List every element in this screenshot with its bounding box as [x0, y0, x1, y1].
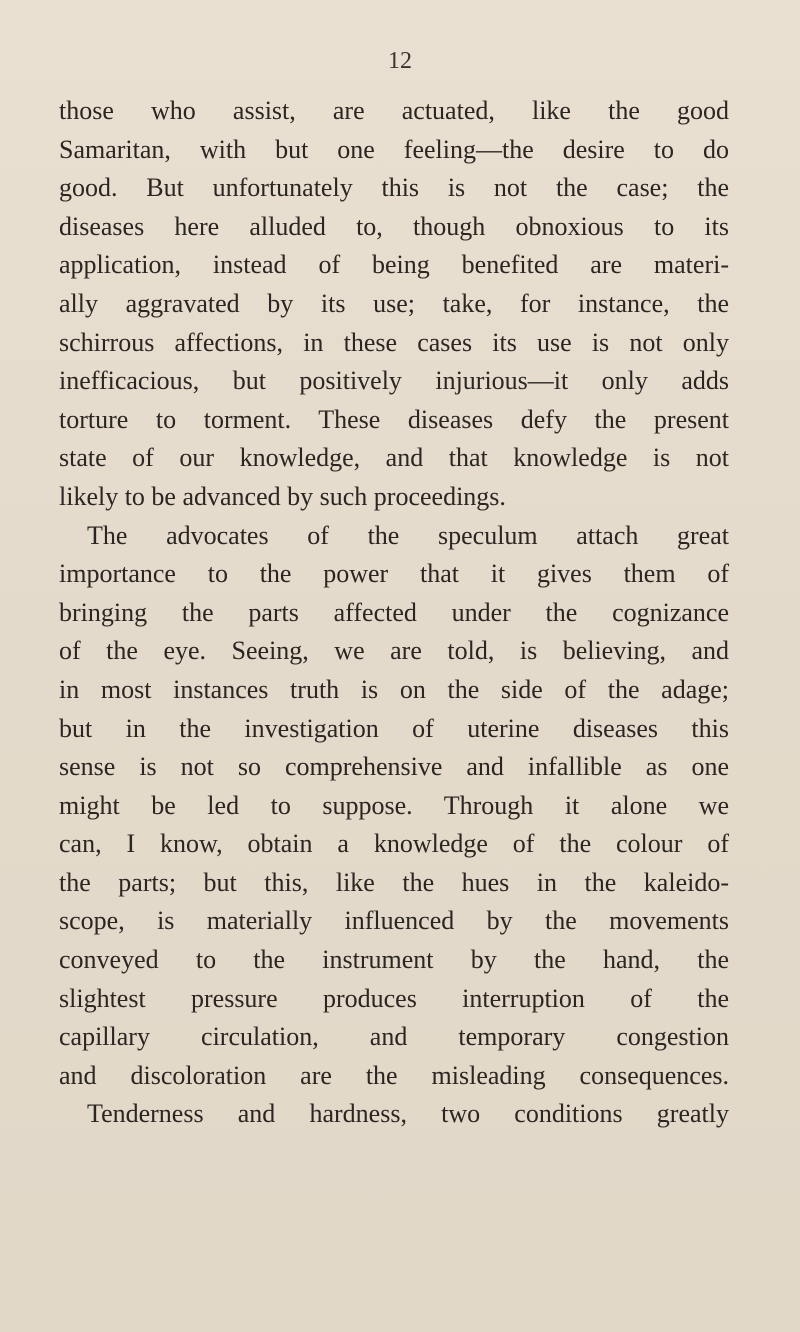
- text-line: ally aggravated by its use; take, for instance, the: [59, 288, 729, 318]
- body-text: [59, 92, 729, 1134]
- page-number: 12: [388, 48, 412, 74]
- text-line: conveyed to the instrument by the hand, the: [59, 945, 729, 975]
- text-line: capillary circulation, and temporary congestion: [59, 1022, 729, 1052]
- text-line: scope, is materially influenced by the movements: [59, 906, 729, 936]
- text-line: might be led to suppose. Through it alone we: [59, 790, 729, 820]
- text-line: good. But unfortunately this is not the case; the: [59, 173, 729, 203]
- text-line: sense is not so comprehensive and infallible as one: [59, 752, 729, 782]
- text-line: inefficacious, but positively injurious—it only adds: [59, 366, 729, 396]
- text-line: those who assist, are actuated, like the good: [59, 96, 729, 125]
- text-line: application, instead of being benefited are materi-: [59, 250, 729, 280]
- text-line: importance to the power that it gives them of: [59, 559, 729, 589]
- text-line: Samaritan, with but one feeling—the desire to do: [59, 134, 729, 164]
- text-line: can, I know, obtain a knowledge of the colour of: [59, 829, 729, 859]
- text-line: and discoloration are the misleading consequences.: [59, 1060, 729, 1090]
- text-line: of the eye. Seeing, we are told, is believing, and: [59, 636, 729, 666]
- text-line: but in the investigation of uterine diseases this: [59, 713, 729, 743]
- text-line: torture to torment. These diseases defy the present: [59, 404, 729, 434]
- paragraph-start-line: Tenderness and hardness, two conditions greatly: [87, 1099, 729, 1129]
- paragraph-start-line: The advocates of the speculum attach great: [87, 520, 729, 550]
- text-line: the parts; but this, like the hues in the kaleido-: [59, 867, 729, 897]
- text-line: slightest pressure produces interruption of the: [59, 983, 729, 1013]
- text-line: schirrous affections, in these cases its use is not only: [59, 327, 729, 357]
- text-line: state of our knowledge, and that knowledge is not: [59, 443, 729, 473]
- text-line: bringing the parts affected under the cognizance: [59, 597, 729, 627]
- text-line: likely to be advanced by such proceedings.: [59, 481, 506, 511]
- text-line: in most instances truth is on the side of the adage;: [59, 674, 729, 704]
- text-line: diseases here alluded to, though obnoxious to its: [59, 211, 729, 241]
